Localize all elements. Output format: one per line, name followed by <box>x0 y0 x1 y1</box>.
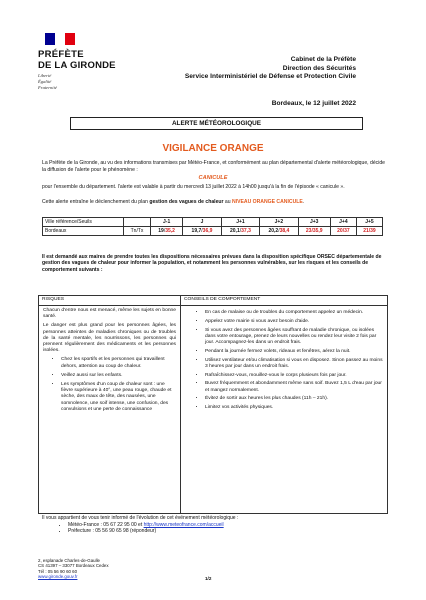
sender-cabinet: Cabinet de la Préfète <box>290 56 356 63</box>
temp-cell: 21/39 <box>356 227 382 236</box>
advice-header: CONSEILS DE COMPORTEMENT <box>181 296 388 306</box>
advice-item: • Limitez vos activités physiques. <box>205 405 383 411</box>
temp-cell: 20/37 <box>330 227 356 236</box>
mayor-request-paragraph: Il est demandé aux maires de prendre toutes les dispositions nécessaires prévues dans la disposition spécifique ORSEC départementale de gestion des vagues de chaleur pour informer la population, et notamment les personnes vulnérables, sur les risques et les conseils de comportement suivants : <box>42 254 382 273</box>
alert-title-box: ALERTE MÉTÉOROLOGIQUE <box>70 117 363 130</box>
temp-cell: 20,1/37,3 <box>221 227 259 236</box>
risk-paragraph: Chacun d'entre nous est menacé, même les sujets en bonne santé. <box>43 308 176 320</box>
info-item-prefecture: • Préfecture : 05 56 90 65 98 (répondeur) <box>68 528 238 535</box>
temp-cell: 20,2/38,4 <box>260 227 298 236</box>
phenomenon-label: CANICULE <box>198 175 228 181</box>
advice-item: • Pendant la journée fermez volets, rideaux et fenêtres, aérez la nuit. <box>205 349 383 355</box>
temp-cell: 19/35,2 <box>151 227 183 236</box>
temp-cell: 19,7/36,9 <box>183 227 221 236</box>
logo-motto: Liberté Égalité Fraternité <box>38 73 57 90</box>
risks-header: RISQUES <box>39 296 181 306</box>
advice-list <box>185 310 383 411</box>
risk-item: • Chez les sportifs et les personnes qui travaillent dehors, attention au coup de chaleur. <box>61 357 176 369</box>
advice-item: • Appelez votre mairie si vous avez besoin d'aide. <box>205 319 383 325</box>
advice-cell <box>181 306 388 514</box>
vigilance-title: VIGILANCE ORANGE <box>162 143 264 154</box>
validity-paragraph: pour l'ensemble du département. l'alerte est valable à partir du mercredi 13 juillet 2022 à 14h00 jusqu'à la fin de l'épisode « canicule ». <box>42 184 345 190</box>
sender-direction: Direction des Sécurités <box>282 64 356 72</box>
french-flag-icon <box>45 33 75 45</box>
advice-item: • Utilisez ventilateur et/ou climatisation si vous en disposez. Sinon passez au moins 3 heures par jour dans un endroit frais. <box>205 358 383 370</box>
temperature-header-row: Ville référence/Seuils J-1 J J+1 J+2 J+3 J+4 J+5 <box>43 218 383 227</box>
city-cell: Bordeaux <box>43 227 124 236</box>
risks-advice-table <box>38 295 388 514</box>
logo-line-1: PRÉFÈTE <box>38 49 84 60</box>
temperature-value-row <box>43 227 383 236</box>
sender-service: Service Interministériel de Défense et Protection Civile <box>184 73 356 81</box>
risks-list <box>43 357 176 413</box>
advice-item: • En cas de malaise ou de troubles du comportement appelez un médecin. <box>205 310 383 316</box>
info-item-meteo: • Météo-France : 05 67 22 95 00 et http://www.meteofrance.com/accueil <box>68 522 238 529</box>
risk-item: • Les symptômes d'un coup de chaleur sont : une fièvre supérieure à 40°, une peau rouge, chaude et sèche, des maux de tête, des nausées, une somnolence, une soif intense, une confusion, des convulsions et une perte de connaissance <box>61 382 176 413</box>
footer-address: 2, esplanade Charles-de-Gaulle CS 41397 – 33077 Bordeaux Cedex Tél : 05 56 90 60 60 www.gironde.gouv.fr <box>38 558 109 580</box>
advice-item: • Évitez de sortir aux heures les plus chaudes (11h – 21h). <box>205 396 383 402</box>
prefecture-logo <box>38 33 116 91</box>
info-intro: Il vous appartient de vous tenir informé de l'évolution de cet événement météorologique : <box>42 515 239 521</box>
info-block <box>42 515 238 535</box>
risk-item: • Veillez aussi sur les enfants. <box>61 373 176 379</box>
advice-item: • Buvez fréquemment et abondamment même sans soif. Buvez 1,5 L d'eau par jour et mangez normalement. <box>205 381 383 393</box>
temperature-table <box>42 217 383 236</box>
risk-paragraph: Le danger est plus grand pour les personnes âgées, les personnes atteintes de maladies chroniques ou de troubles de la santé mentale, les nourrissons, les personnes qui prennent régulièrement des médicaments et les personnes isolées. <box>43 323 176 354</box>
meteofrance-link[interactable]: http://www.meteofrance.com/accueil <box>143 521 224 528</box>
document-date: Bordeaux, le 12 juillet 2022 <box>271 100 356 107</box>
unit-cell: Tn/Tx <box>124 227 151 236</box>
advice-item: • Rafraîchissez-vous, mouillez-vous le corps plusieurs fois par jour. <box>205 373 383 379</box>
intro-paragraph: La Préfète de la Gironde, au vu des informations transmises par Météo-France, et conformément au plan départemental d'alerte météorologique, décide la diffusion de l'alerte pour le phénomène : <box>42 160 386 173</box>
info-list <box>42 522 238 535</box>
sender-block <box>185 56 356 82</box>
page-number: 1/2 <box>205 576 212 581</box>
trigger-paragraph: Cette alerte entraîne le déclenchement du plan gestion des vagues de chaleur au NIVEAU ORANGE CANICULE. <box>42 199 305 205</box>
gironde-website-link[interactable]: www.gironde.gouv.fr <box>38 574 78 580</box>
logo-line-2: DE LA GIRONDE <box>38 60 116 71</box>
advice-item: • Si vous avez des personnes âgées souffrant de maladie chronique, ou isolées dans votre entourage, prenez de leurs nouvelles ou rendez leur visite 2 fois par jour. Accompagnez-les dans un endroit frais. <box>205 328 383 347</box>
risks-cell <box>39 306 181 514</box>
temp-cell: 23/35,9 <box>298 227 330 236</box>
